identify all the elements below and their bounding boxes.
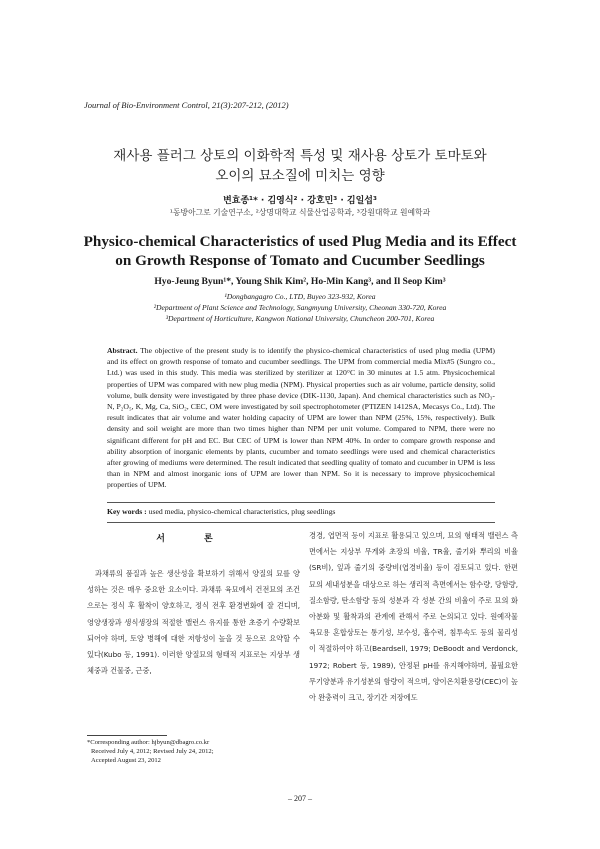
keywords-text: used media, physico-chemical characteristics, plug seedlings bbox=[148, 507, 336, 516]
corresponding-author: *Corresponding author: hjbyun@dbagro.co.kr bbox=[87, 739, 210, 746]
accepted-date: Accepted August 23, 2012 bbox=[91, 757, 161, 764]
affiliation-2: ²Department of Plant Science and Technology, Sangmyung University, Cheonan 330-720, Korea bbox=[153, 303, 447, 312]
english-authors: Hyo-Jeung Byun¹*, Young Shik Kim², Ho-Min Kang³, and Il Seop Kim³ bbox=[154, 276, 446, 287]
section-heading-introduction: 서 론 bbox=[156, 534, 231, 544]
divider-top bbox=[107, 502, 495, 503]
korean-title-line-1: 재사용 플러그 상토의 이화학적 특성 및 재사용 상토가 토마토와 bbox=[113, 148, 487, 164]
english-title-line-2: on Growth Response of Tomato and Cucumber Seedlings bbox=[115, 252, 485, 269]
korean-title bbox=[70, 146, 530, 186]
english-affiliations bbox=[60, 291, 540, 324]
received-dates: Received July 4, 2012; Revised July 24, 2012; bbox=[91, 748, 214, 755]
footnote-rule bbox=[87, 735, 167, 736]
journal-citation: Journal of Bio-Environment Control, 21(3):207-212, (2012) bbox=[84, 100, 289, 110]
english-title bbox=[60, 232, 540, 270]
korean-authors: 변효종¹* · 김영식² · 강호민³ · 김일섭³ bbox=[223, 196, 377, 206]
abstract bbox=[107, 345, 495, 491]
english-title-line-1: Physico-chemical Characteristics of used Plug Media and its Effect bbox=[83, 233, 517, 250]
keywords bbox=[107, 507, 495, 516]
keywords-label: Key words : bbox=[107, 507, 147, 516]
divider-bottom bbox=[107, 522, 495, 523]
body-paragraph: 과채류의 품질과 높은 생산성을 확보하기 위해서 양질의 묘를 양성하는 것은 매우 중요한 요소이다. 과채류 육묘에서 건전묘의 조건으로는 정식 후 활착이 양호하고, 정식 전후 환경변화에 잘 견디며, 영양생장과 생식생장의 적절한 밸런스 유지를 통한 초증기 수량확보되어야 하며, 토양 병해에 대한 저항성이 높을 것 등으로 요약할 수 있다(Kubo 등, 1991). 이러한 양질묘의 형태적 지표로는 지상부 생체중과 건물중, 근중, bbox=[87, 569, 300, 676]
body-paragraph: 경경, 엽면적 등이 지표로 활용되고 있으며, 묘의 형태적 밸런스 측면에서는 지상부 무게와 초장의 비율, TR율, 줄기와 뿌리의 비율(SR비), 잎과 줄기의 중량비(엽경비율) 등이 검토되고 있다. 한편 묘의 세내성분을 대상으로 하는 생리적 측면에서는 함수량, 당함량, 질소함량, 탄소함량 등의 성분과 각 성분 간의 비율이 주로 묘의 화아분화 및 활착과의 관계에 관해서 주로 논의되고 있다. 원예작물 육묘용 혼합상토는 통기성, 보수성, 흡수력, 침투속도 등의 물리성이 적절하여야 하고(Beardsell, 1979; DeBoodt and Verdonck, 1972; Robert 등, 1989), 안정된 pH를 유지해야하며, 불필요한 무기양분과 유기성분의 함량이 적으며, 양이온치환용량(CEC)이 높아 완충력이 크고, 장기간 저장에도 bbox=[309, 531, 518, 703]
abstract-label: Abstract. bbox=[107, 346, 138, 355]
footnote bbox=[87, 738, 300, 765]
korean-affiliations: ¹동방아그로 기술연구소, ²상명대학교 식물산업공학과, ³강원대학교 원예학과 bbox=[169, 208, 431, 217]
affiliation-1: ¹Dongbangagro Co., LTD, Buyeo 323-932, Korea bbox=[224, 292, 376, 301]
korean-title-line-2: 오이의 묘소질에 미치는 영향 bbox=[215, 168, 385, 184]
affiliation-3: ³Department of Horticulture, Kangwon National University, Chuncheon 200-701, Korea bbox=[165, 314, 435, 323]
abstract-text: The objective of the present study is to identify the physico-chemical characteristics of used plug media (UPM) and its effect on growth response of tomato and cucumber seedlings. The UPM from commercial media Mix#5 (Sungro co., Ltd.) was used in this study. This media was sterilized by sterilizer at 120°C in 30 minutes at 1.5 atm. Physicochemical properties of UPM was compared with new plug media (NPM). Physical properties such as air volume, particle density, solid volume, bulk density were investigated by three phase device (DIK-1130, Japan). And chemical characteristics such as NO₃-N, P₂O₅, K, Mg, Ca, SiO₂, CEC, OM were investigated by soil spectrophotometer (PTIZEN 1412SA, Mecasys Co., Ltd). The result indicates that air volume and water holding capacity of UPM are lower than NPM (25%, 15%, respectively). Bulk density and soil weight are more than two times higher than NPM per unit volume. Compared to NPM, there were no significant different for pH and EC. But CEC of UPM is lower than NPM 40%. In order to compare growth response and ability absorption of inorganic elements by plants, cucumber and tomato seedlings were used and chemical characteristics after growing of mediums were determined. The result indicated that seedling quality of tomato and cucumber in UPM is less than in NPM and almost inorganic ions of UPM are lower than NPM. So it is necessary to improve physicochemical properties of UPM. bbox=[107, 346, 495, 490]
body-left-column bbox=[87, 566, 300, 679]
page-number: – 207 – bbox=[288, 794, 312, 803]
body-right-column bbox=[309, 528, 518, 706]
